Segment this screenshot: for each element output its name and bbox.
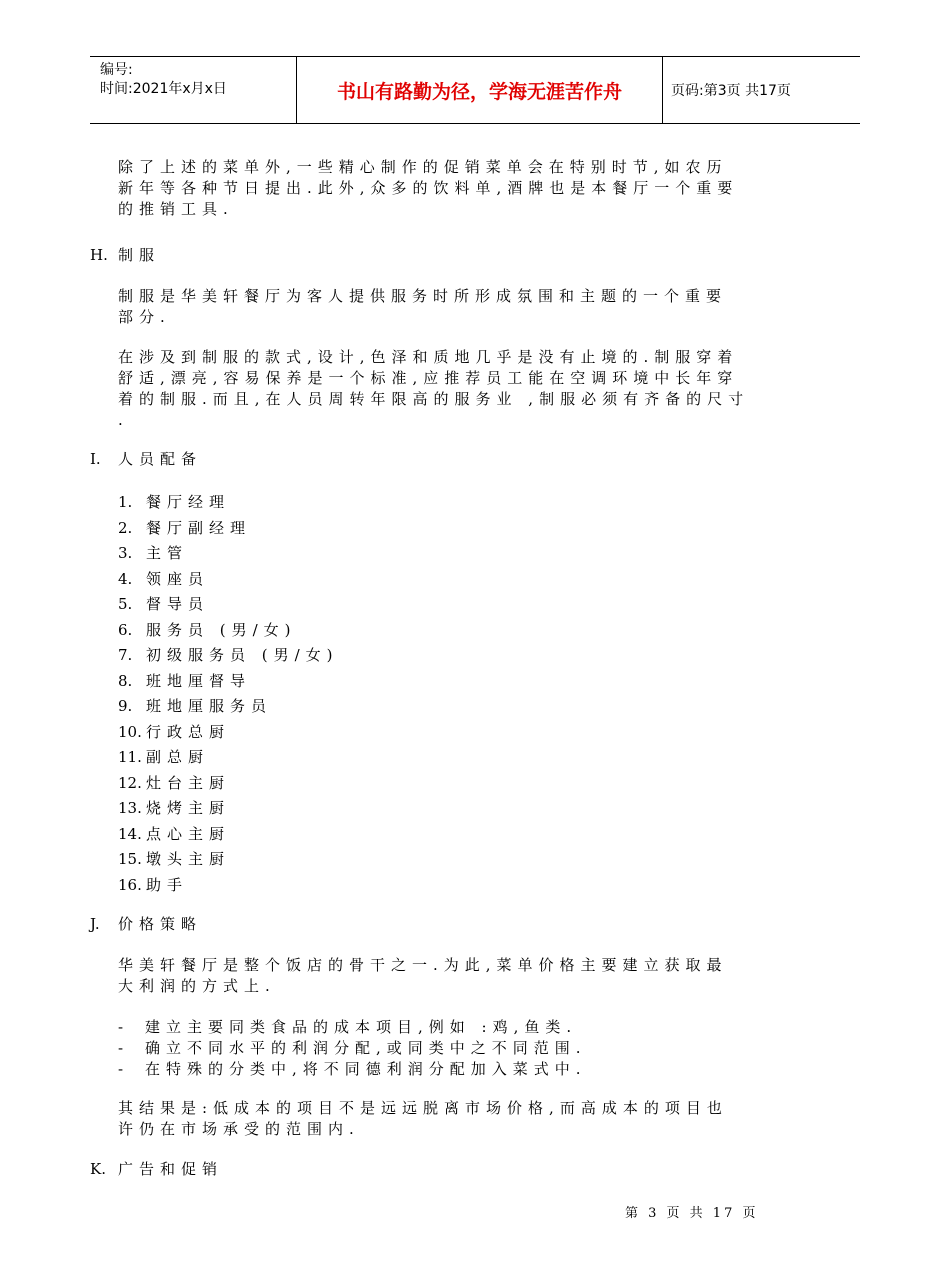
list-item: 7. 初级服务员 (男/女): [118, 646, 339, 664]
list-item: 5. 督导员: [118, 595, 210, 613]
paragraph-line: 舒适,漂亮,容易保养是一个标准,应推荐员工能在空调环境中长年穿: [118, 369, 739, 387]
page-header: [90, 56, 860, 124]
section-label: J.: [90, 915, 100, 933]
header-meta: [90, 57, 296, 123]
paragraph-line: 华美轩餐厅是整个饭店的骨干之一.为此,菜单价格主要建立获取最: [118, 956, 728, 974]
list-item: 14. 点心主厨: [118, 824, 231, 843]
paragraph-line: 新年等各种节日提出.此外,众多的饮料单,酒牌也是本餐厅一个重要: [118, 179, 739, 197]
paragraph-menus: [118, 157, 860, 220]
section-heading-k: [90, 1159, 223, 1180]
list-item: 13. 烧烤主厨: [118, 799, 231, 817]
list-item: 4. 领座员: [118, 569, 210, 588]
paragraph-line: .: [118, 411, 129, 429]
paragraph-uniform-detail: [118, 347, 860, 431]
list-item: 9. 班地厘服务员: [118, 697, 273, 715]
time-label: 时间:2021年x月x日: [100, 81, 227, 97]
header-page-info: 页码:第3页 共17页: [671, 83, 791, 99]
section-label: K.: [90, 1160, 106, 1178]
header-motto: 书山有路勤为径，学海无涯苦作舟: [296, 57, 663, 123]
section-label: H.: [90, 246, 108, 264]
section-heading-j: [90, 914, 202, 935]
list-item: - 建立主要同类食品的成本项目,例如 :鸡,鱼类.: [118, 1018, 578, 1036]
list-item: 1. 餐厅经理: [118, 493, 231, 511]
section-label: I.: [90, 450, 101, 468]
section-title: 制服: [118, 246, 161, 264]
staff-list: [118, 490, 339, 898]
section-title: 人员配备: [118, 450, 203, 468]
paragraph-line: 除了上述的菜单外,一些精心制作的促销菜单会在特别时节,如农历: [118, 158, 728, 176]
paragraph-line: 的推销工具.: [118, 200, 234, 218]
paragraph-uniform-intro: [118, 286, 860, 328]
paragraph-line: 在涉及到制服的款式,设计,色泽和质地几乎是没有止境的.制服穿着: [118, 348, 739, 366]
list-item: 15. 墩头主厨: [118, 850, 231, 868]
list-item: 6. 服务员 (男/女): [118, 620, 297, 639]
paragraph-line: 许仍在市场承受的范围内.: [118, 1120, 360, 1138]
list-item: 3. 主管: [118, 544, 189, 562]
list-item: 11. 副总厨: [118, 748, 210, 766]
paragraph-pricing: [118, 955, 860, 997]
number-label: 编号:: [100, 62, 133, 78]
section-heading-i: [90, 449, 202, 470]
paragraph-line: 其结果是:低成本的项目不是远远脱离市场价格,而高成本的项目也: [118, 1099, 728, 1117]
paragraph-result: [118, 1098, 860, 1140]
section-title: 价格策略: [118, 915, 203, 933]
list-item: - 确立不同水平的利润分配,或同类中之不同范围.: [118, 1039, 587, 1057]
paragraph-line: 着的制服.而且,在人员周转年限高的服务业 ,制服必须有齐备的尺寸: [118, 390, 750, 408]
list-item: 10. 行政总厨: [118, 722, 231, 741]
list-item: 8. 班地厘督导: [118, 671, 252, 690]
paragraph-line: 大利润的方式上.: [118, 977, 276, 995]
paragraph-line: 制服是华美轩餐厅为客人提供服务时所形成氛围和主题的一个重要: [118, 287, 728, 305]
list-item: - 在特殊的分类中,将不同德利润分配加入菜式中.: [118, 1060, 587, 1078]
list-item: 2. 餐厅副经理: [118, 518, 252, 537]
page-footer: 第 3 页 共 17 页: [625, 1206, 759, 1221]
list-item: 12. 灶台主厨: [118, 773, 231, 792]
paragraph-line: 部分.: [118, 308, 171, 326]
list-item: 16. 助手: [118, 875, 189, 894]
section-title: 广告和促销: [118, 1160, 224, 1178]
pricing-points: [118, 1017, 587, 1080]
section-heading-h: [90, 245, 160, 266]
